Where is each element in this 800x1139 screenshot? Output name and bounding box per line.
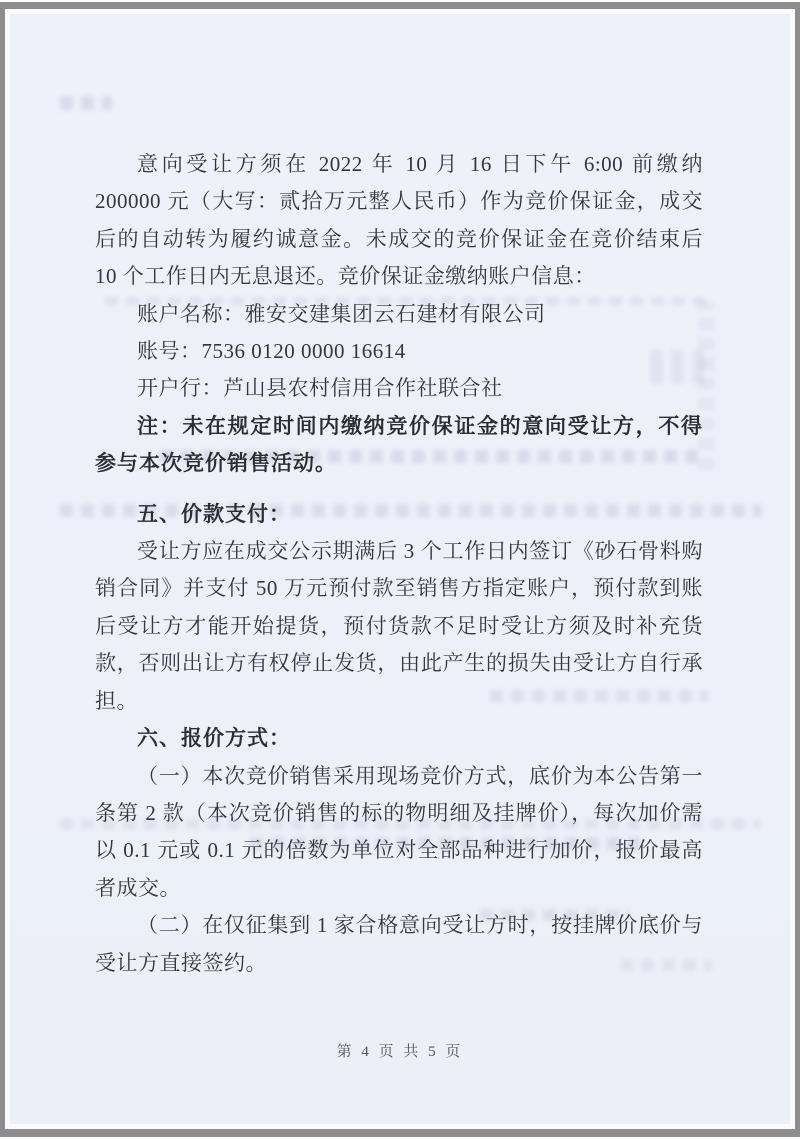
paper-edge xyxy=(5,9,795,1129)
paragraph-payment-terms: 受让方应在成交公示期满后 3 个工作日内签订《砂石骨料购销合同》并支付 50 万元预付款至销售方指定账户，预付款到账后受让方才能开始提货，预付货款不足时受让方须及时补充货款，否则出让方有权停止发货，由此产生的损失由受让方自行承担。 xyxy=(95,539,703,713)
paragraph-bidding-method-1: （一）本次竞价销售采用现场竞价方式，底价为本公告第一条第 2 款（本次竞价销售的标的物明细及挂牌价），每次加价需以 0.1 元或 0.1 元的倍数为单位对全部品种进行加价，报价最高者成交。 xyxy=(95,763,703,900)
paper-sheet xyxy=(10,14,790,1124)
section-heading-6: 六、报价方式： xyxy=(137,727,291,751)
bleed-through-smudge xyxy=(60,96,112,110)
scanner-border xyxy=(0,2,800,1137)
paragraph-deposit-terms: 意向受让方须在 2022 年 10 月 16 日下午 6:00 前缴纳 200000 元（大写：贰拾万元整人民币）作为竞价保证金，成交后的自动转为履约诚意金。未成交的竞价保证金在竞价结束后 10 个工作日内无息退还。竞价保证金缴纳账户信息： xyxy=(95,152,703,289)
section-heading-5: 五、价款支付： xyxy=(137,502,291,526)
note-paragraph: 注：未在规定时间内缴纳竞价保证金的意向受让方，不得参与本次竞价销售活动。 xyxy=(95,414,703,476)
document-body xyxy=(95,146,703,982)
paragraph-bidding-method-2: （二）在仅征集到 1 家合格意向受让方时，按挂牌价底价与受让方直接签约。 xyxy=(95,913,703,975)
bank-line: 开户行：芦山县农村信用合作社联合社 xyxy=(137,376,503,401)
account-name-line: 账户名称：雅安交建集团云石建材有限公司 xyxy=(137,301,546,326)
page-number-footer: 第 4 页 共 5 页 xyxy=(336,1044,464,1060)
account-number-line: 账号：7536 0120 0000 16614 xyxy=(137,339,406,364)
